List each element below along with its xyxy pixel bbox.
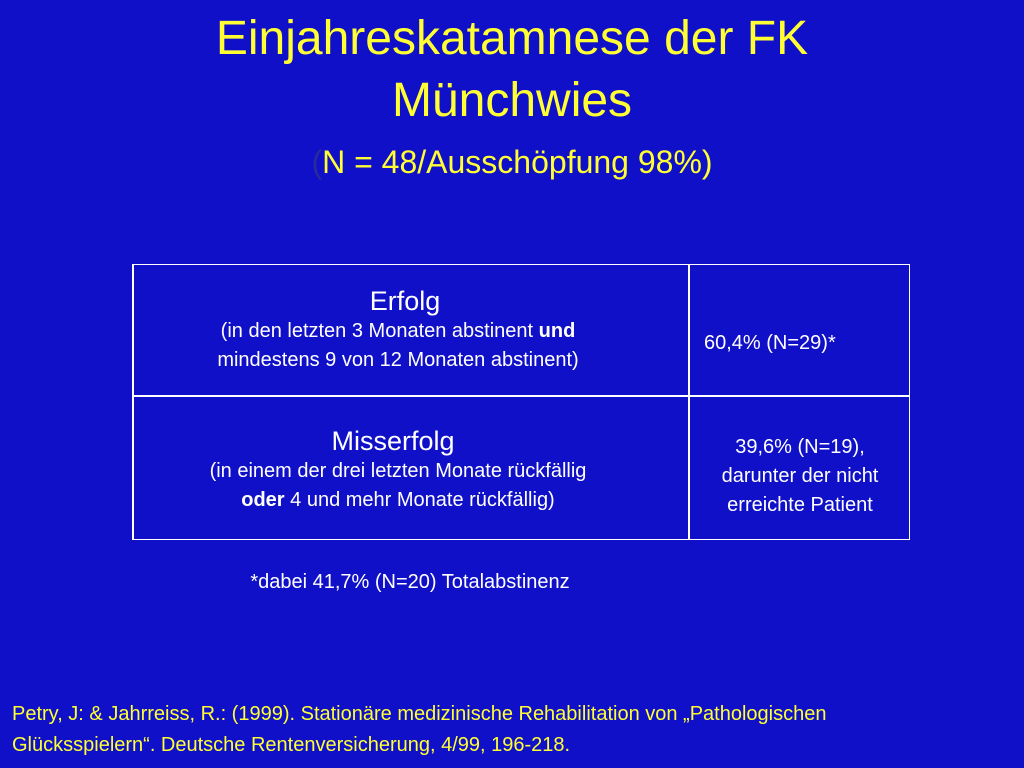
citation — [12, 699, 1012, 761]
erfolg-desc-line-1 — [140, 317, 656, 346]
misserfolg-heading: Misserfolg — [331, 426, 455, 456]
erfolg-heading: Erfolg — [369, 286, 441, 316]
misserfolg-value-line-2: darunter der nicht — [721, 465, 879, 487]
misserfolg-desc-bold-oder: oder — [241, 489, 285, 511]
title-line-1: Einjahreskatamnese der FK — [215, 12, 809, 65]
table-column-divider — [688, 265, 690, 539]
erfolg-value: 60,4% (N=29)* — [704, 332, 836, 354]
erfolg-description — [140, 317, 656, 375]
citation-line-2: Glücksspielern“. Deutsche Rentenversicherung, 4/99, 196-218. — [12, 734, 571, 756]
slide-title — [0, 8, 1024, 132]
misserfolg-cell — [140, 425, 656, 515]
table-border-left — [132, 265, 134, 539]
results-table — [132, 264, 910, 540]
misserfolg-desc-line-2 — [140, 486, 656, 515]
footnote: *dabei 41,7% (N=20) Totalabstinenz — [250, 571, 570, 593]
misserfolg-value-line-1: 39,6% (N=19), — [735, 436, 865, 458]
misserfolg-value-line-3: erreichte Patient — [727, 494, 873, 516]
title-line-2: Münchwies — [391, 74, 633, 127]
erfolg-cell — [140, 285, 656, 375]
erfolg-desc-line-2: mindestens 9 von 12 Monaten abstinent) — [217, 349, 579, 371]
subtitle-text: N = 48/Ausschöpfung 98%) — [322, 144, 713, 180]
subtitle-open-paren: ( — [311, 144, 323, 180]
citation-line-1: Petry, J: & Jahrreiss, R.: (1999). Stationäre medizinische Rehabilitation von „Pathologischen — [12, 703, 827, 725]
slide-subtitle — [0, 142, 1024, 182]
misserfolg-description — [140, 457, 656, 515]
erfolg-desc-line-1-text: (in den letzten 3 Monaten abstinent — [220, 320, 539, 342]
erfolg-desc-bold-und: und — [538, 320, 576, 342]
table-border-right — [909, 265, 911, 539]
misserfolg-value — [694, 433, 906, 520]
table-row-divider — [132, 395, 910, 397]
misserfolg-desc-line-1: (in einem der drei letzten Monate rückfällig — [209, 460, 587, 482]
misserfolg-desc-line-2-text: 4 und mehr Monate rückfällig) — [284, 489, 555, 511]
